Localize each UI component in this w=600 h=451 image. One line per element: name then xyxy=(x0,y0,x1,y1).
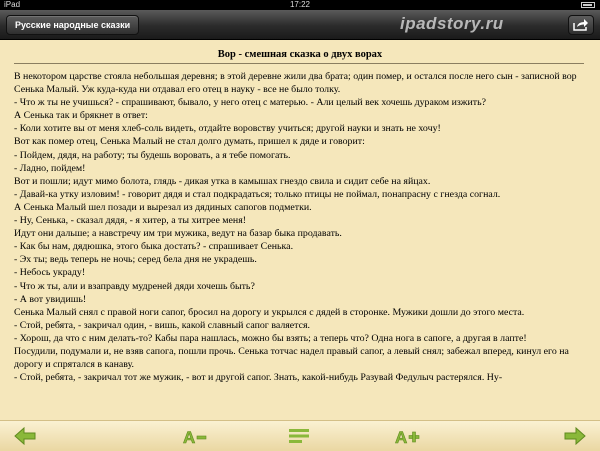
carrier-label: iPad xyxy=(4,0,21,9)
clock: 17:22 xyxy=(289,0,311,9)
story-paragraph: - Ладно, пойдем! xyxy=(14,162,86,174)
story-paragraph: Вот как помер отец, Сенька Малый не стал долго думать, пришел к дяде и говорит: xyxy=(14,136,365,148)
story-paragraph: - Что ж ты, али и взаправду мудреней дяди хочешь быть? xyxy=(14,280,255,292)
story-paragraph: А Сенька так и брякнет в ответ: xyxy=(14,110,148,122)
story-paragraph: Посудили, подумали и, не взяв сапога, пошли прочь. Сенька тотчас надел правый сапог, а левый снял; забежал вперед, кинул его на дорогу и спрятался в канаву. xyxy=(14,345,569,371)
menu-lines-icon xyxy=(288,426,310,446)
story-paragraph: - А вот увидишь! xyxy=(14,293,87,305)
battery-icon xyxy=(581,2,595,8)
story-paragraph: - Хорош, да что с ним делать-то? Кабы пара нашлась, можно бы взять; а теперь что? Одна нога в сапоге, а другая в лапте! xyxy=(14,332,527,344)
font-decrease-icon xyxy=(183,426,207,446)
arrow-right-icon xyxy=(564,426,586,446)
story-paragraph: Идут они дальше; а навстречу им три мужика, ведут на базар быка продавать. xyxy=(14,228,342,240)
arrow-left-icon xyxy=(14,426,36,446)
back-button[interactable]: Русские народные сказки xyxy=(6,15,139,35)
story-paragraph: - Давай-ка утку изловим! - говорит дядя и стал подкрадаться; только птицы не поймал, понапрасну с гнезда согнал. xyxy=(14,188,501,200)
story-paragraph: - Эх ты; ведь теперь не ночь; серед бела дня не украдешь. xyxy=(14,254,257,266)
nav-bar xyxy=(0,10,600,40)
story-paragraph: - Коли хотите вы от меня хлеб-соль видеть, отдайте воровству учиться; другой науки и знать не хочу! xyxy=(14,123,441,135)
story-paragraph: А Сенька Малый шел позади и вырезал из дядиных сапогов подметки. xyxy=(14,201,312,213)
font-increase-icon xyxy=(395,426,421,446)
reader-page[interactable] xyxy=(0,40,600,420)
share-button[interactable] xyxy=(568,15,594,35)
story-paragraph: В некотором царстве стояла небольшая деревня; в этой деревне жили два брата; один помер, и остался после него сын - записной вор Сенька Малый. Уж куда-куда ни отдавал его отец в науку - все не было толку. xyxy=(14,71,577,96)
watermark: ipadstory.ru xyxy=(400,14,504,33)
story-paragraph: - Стой, ребята, - закричал один, - вишь, какой славный сапог валяется. xyxy=(14,319,311,331)
story-paragraph: - Стой, ребята, - закричал тот же мужик, - вот и другой сапог. Знать, какой-нибудь Разувай Федулыч растерялся. Ну- xyxy=(14,372,503,384)
story-paragraph: Вот и пошли; идут мимо болота, глядь - дикая утка в камышах гнездо свила и сидит себе на яйцах. xyxy=(14,175,431,187)
story-paragraph: Сенька Малый снял с правой ноги сапог, бросил на дорогу и укрылся с дядей в сторонке. Мужики дошли до этого места. xyxy=(14,306,525,318)
svg-text:A: A xyxy=(395,428,408,446)
story-paragraph: - Ну, Сенька, - сказал дядя, - я хитер, а ты хитрее меня! xyxy=(14,215,247,227)
title-divider xyxy=(14,63,584,64)
increase-font-button[interactable] xyxy=(395,426,421,446)
status-bar xyxy=(0,0,600,10)
decrease-font-button[interactable] xyxy=(183,426,207,446)
svg-text:A: A xyxy=(183,428,196,446)
story-paragraph: - Как бы нам, дядюшка, этого быка достать? - спрашивает Сенька. xyxy=(14,241,294,253)
previous-page-button[interactable] xyxy=(14,426,36,446)
next-page-button[interactable] xyxy=(564,426,586,446)
bottom-toolbar xyxy=(0,420,600,451)
story-paragraph: - Пойдем, дядя, на работу; ты будешь воровать, а я тебе помогать. xyxy=(14,149,291,161)
contents-button[interactable] xyxy=(288,426,310,446)
story-title: Вор - смешная сказка о двух ворах xyxy=(217,49,383,60)
story-paragraph: - Небось украду! xyxy=(14,267,86,279)
story-paragraph: - Что ж ты не учишься? - спрашивают, бывало, у него отец с матерью. - Али целый век хочешь дураком изжить? xyxy=(14,97,486,109)
share-arrow-icon xyxy=(573,18,589,31)
story-text xyxy=(14,70,586,384)
